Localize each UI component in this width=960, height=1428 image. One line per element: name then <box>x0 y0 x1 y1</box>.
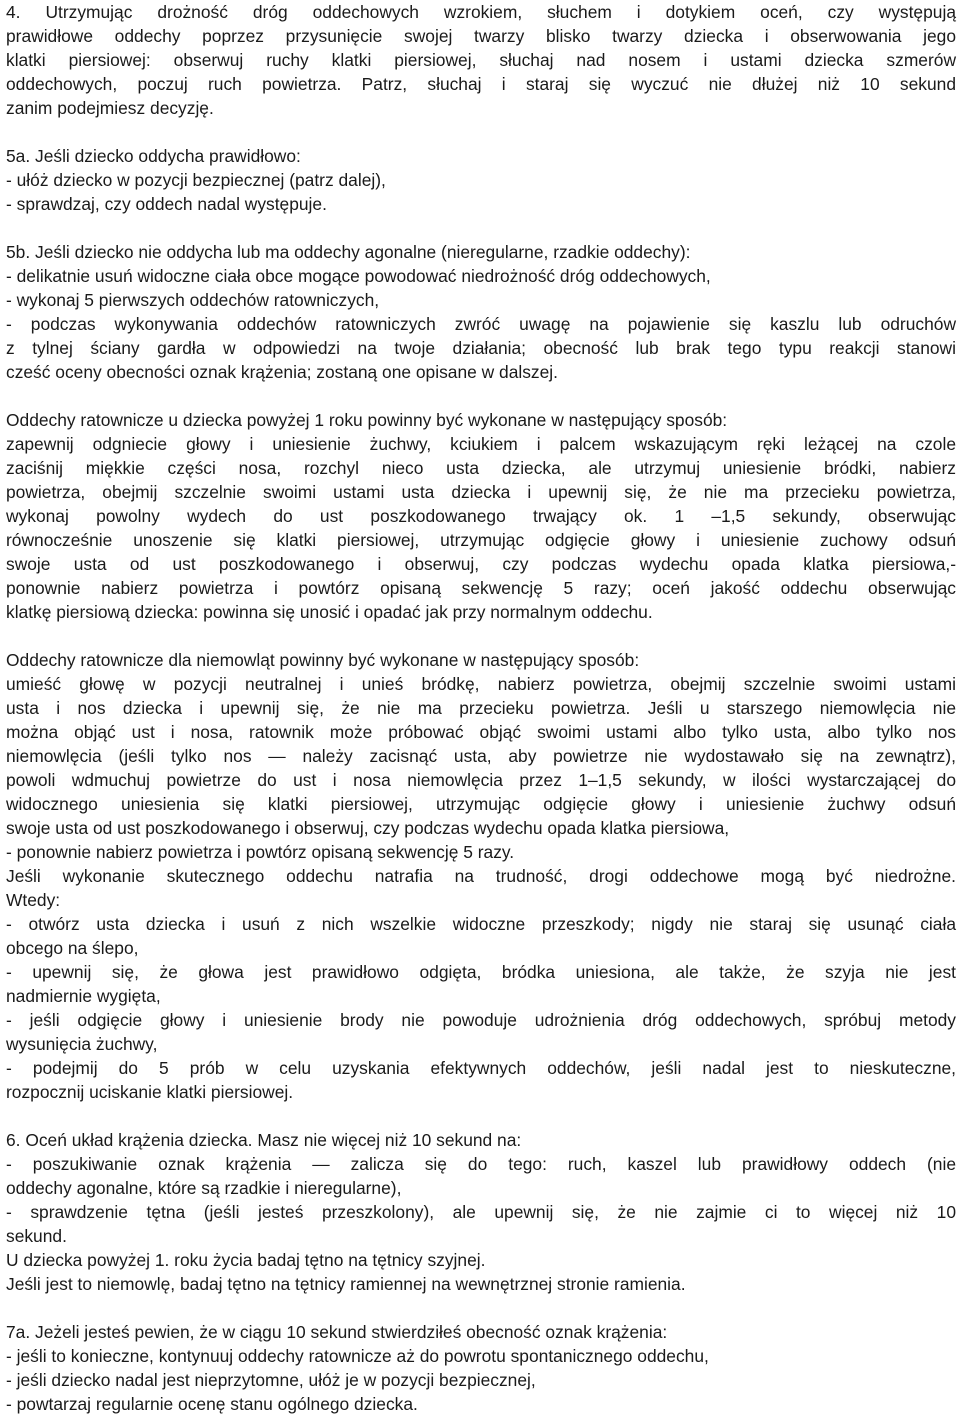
text-line: rozpocznij uciskanie klatki piersiowej. <box>6 1082 294 1102</box>
text-line: prawidłowe oddechy poprzez przysunięcie swojej twarzy blisko twarzy dziecka i obserwowania jego <box>6 26 956 46</box>
text-line: - poszukiwanie oznak krążenia — zalicza się do tego: ruch, kaszel lub prawidłowy oddech (nie <box>6 1154 956 1174</box>
text-line: Jeśli jest to niemowlę, badaj tętno na tętnicy ramiennej na wewnętrznej stronie ramienia. <box>6 1274 686 1294</box>
text-line: zapewnij odgniecie głowy i uniesienie żuchwy, kciukiem i palcem wskazującym ręki leżącej na czole <box>6 434 956 454</box>
text-line: 5a. Jeśli dziecko oddycha prawidłowo: <box>6 146 301 166</box>
text-line: - ułóż dziecko w pozycji bezpiecznej (patrz dalej), <box>6 170 386 190</box>
text-line: swoje usta od ust poszkodowanego i obserwuj, czy podczas wydechu opada klatka piersiowa, <box>6 818 730 838</box>
text-line: - otwórz usta dziecka i usuń z nich wszelkie widoczne przeszkody; nigdy nie staraj się usunąć ciała <box>6 914 956 934</box>
text-line: ponownie nabierz powietrza i powtórz opisaną sekwencję 5 razy; oceń jakość oddechu obserwując <box>6 578 956 598</box>
text-line: U dziecka powyżej 1. roku życia badaj tętno na tętnicy szyjnej. <box>6 1250 486 1270</box>
text-line: Wtedy: <box>6 890 61 910</box>
text-line: Oddechy ratownicze u dziecka powyżej 1 roku powinny być wykonane w następujący sposób: <box>6 410 728 430</box>
text-line: 4. Utrzymując drożność dróg oddechowych wzrokiem, słuchem i dotykiem oceń, czy występują <box>6 2 956 22</box>
text-line: - wykonaj 5 pierwszych oddechów ratowniczych, <box>6 290 380 310</box>
text-line: Jeśli wykonanie skutecznego oddechu natrafia na trudność, drogi oddechowe mogą być niedrożne. <box>6 866 956 886</box>
text-line: oddechy agonalne, które są rzadkie i nieregularne), <box>6 1178 402 1198</box>
text-line: 5b. Jeśli dziecko nie oddycha lub ma oddechy agonalne (nieregularne, rzadkie oddechy): <box>6 242 691 262</box>
text-line: usta i nos dziecka i upewnij się, że nie ma przecieku powietrza. Jeśli u starszego niemowlęcia nie <box>6 698 956 718</box>
text-line: - jeśli dziecko nadal jest nieprzytomne, ułóż je w pozycji bezpiecznej, <box>6 1370 536 1390</box>
text-line: można objąć ust i nosa, ratownik może próbować objąć swoimi ustami albo tylko usta, albo tylko nos <box>6 722 956 742</box>
text-line: umieść głowę w pozycji neutralnej i unieś bródkę, nabierz powietrza, obejmij szczelnie swoimi ustami <box>6 674 956 694</box>
text-line: powietrza, obejmij szczelnie swoimi ustami usta dziecka i upewnij się, że nie ma przecieku powietrza, <box>6 482 956 502</box>
text-line: klatkę piersiową dziecka: powinna się unosić i opadać jak przy normalnym oddechu. <box>6 602 653 622</box>
text-line: - jeśli to konieczne, kontynuuj oddechy ratownicze aż do powrotu spontanicznego oddechu, <box>6 1346 709 1366</box>
text-line: niemowlęcia (jeśli tylko nos — należy zacisnąć usta, aby powietrze nie wydostawało się na zewnątrz), <box>6 746 956 766</box>
text-line: z tylnej ściany gardła w odpowiedzi na twoje działania; obecność lub brak tego typu reakcji stanowi <box>6 338 956 358</box>
text-line: - powtarzaj regularnie ocenę stanu ogólnego dziecka. <box>6 1394 418 1414</box>
text-line: - podczas wykonywania oddechów ratowniczych zwróć uwagę na pojawienie się kaszlu lub odruchów <box>6 314 956 334</box>
text-line: oddechowych, poczuj ruch powietrza. Patrz, słuchaj i staraj się wyczuć nie dłużej niż 10 sekund <box>6 74 956 94</box>
text-line: cześć oceny obecności oznak krążenia; zostaną one opisane w dalszej. <box>6 362 558 382</box>
text-line: - ponownie nabierz powietrza i powtórz opisaną sekwencję 5 razy. <box>6 842 515 862</box>
text-line: 6. Oceń układ krążenia dziecka. Masz nie więcej niż 10 sekund na: <box>6 1130 522 1150</box>
text-line: zanim podejmiesz decyzję. <box>6 98 214 118</box>
text-line: wykonaj powolny wydech do ust poszkodowanego trwający ok. 1 –1,5 sekundy, obserwując <box>6 506 956 526</box>
text-line: - sprawdzaj, czy oddech nadal występuje. <box>6 194 327 214</box>
text-line: wysunięcia żuchwy, <box>6 1034 158 1054</box>
text-line: powoli wdmuchuj powietrze do ust i nosa niemowlęcia przez 1–1,5 sekundy, w ilości wystarczającej do <box>6 770 956 790</box>
text-line: swoje usta od ust poszkodowanego i obserwuj, czy podczas wydechu opada klatka piersiowa,- <box>6 554 956 574</box>
text-line: - upewnij się, że głowa jest prawidłowo odgięta, bródka uniesiona, ale także, że szyja nie jest <box>6 962 956 982</box>
text-line: zaciśnij miękkie części nosa, rozchyl nieco usta dziecka, ale utrzymuj uniesienie bródki, nabierz <box>6 458 956 478</box>
text-line: obcego na ślepo, <box>6 938 139 958</box>
text-line: - sprawdzenie tętna (jeśli jesteś przeszkolony), ale upewnij się, że nie zajmie ci to więcej niż 10 <box>6 1202 956 1222</box>
text-line: nadmiernie wygięta, <box>6 986 161 1006</box>
text-line: 7a. Jeżeli jesteś pewien, że w ciągu 10 sekund stwierdziłeś obecność oznak krążenia: <box>6 1322 668 1342</box>
text-line: klatki piersiowej: obserwuj ruchy klatki piersiowej, słuchaj nad nosem i ustami dziecka szmerów <box>6 50 956 70</box>
text-line: Oddechy ratownicze dla niemowląt powinny być wykonane w następujący sposób: <box>6 650 640 670</box>
text-line: widocznego uniesienia się klatki piersiowej, utrzymując odgięcie głowy i uniesienie żuchwy odsuń <box>6 794 956 814</box>
text-line: - jeśli odgięcie głowy i uniesienie brody nie powoduje udrożnienia dróg oddechowych, spróbuj metody <box>6 1010 956 1030</box>
text-line: - podejmij do 5 prób w celu uzyskania efektywnych oddechów, jeśli nadal jest to nieskuteczne, <box>6 1058 956 1078</box>
text-line: sekund. <box>6 1226 67 1246</box>
text-line: - delikatnie usuń widoczne ciała obce mogące powodować niedrożność dróg oddechowych, <box>6 266 711 286</box>
text-line: równocześnie unoszenie się klatki piersiowej, utrzymując odgięcie głowy i uniesienie zuchowy odsuń <box>6 530 956 550</box>
